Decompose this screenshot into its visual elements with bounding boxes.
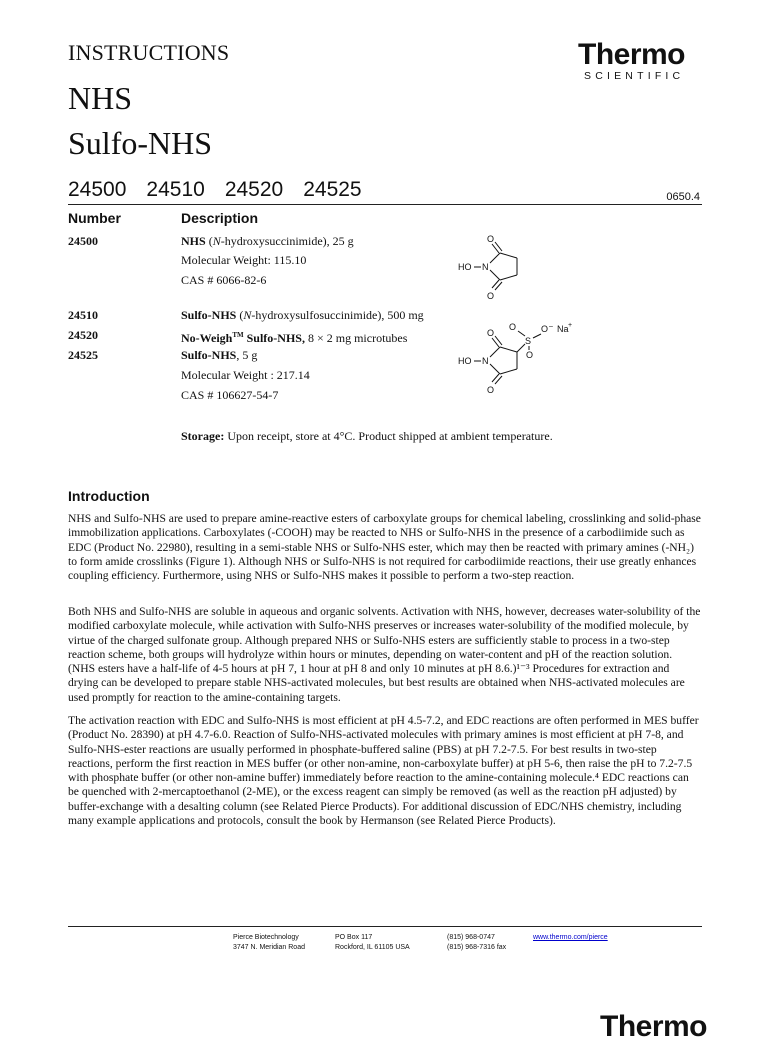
sulfo-nhs-structure-diagram	[455, 320, 575, 398]
footer-url-block	[533, 933, 608, 943]
version-number: 0650.4	[666, 191, 700, 203]
oxygen-label: O	[487, 328, 495, 338]
intro-paragraph-1: NHS and Sulfo-NHS are used to prepare amine-reactive esters of carboxylate groups for chemical labeling, crosslinking and solid-phase immobilization applications. Carboxylates (-COOH) may be reacted to NHS or Sulfo-NHS in the presence of a carbodiimide such as EDC (Product No. 22980), resulting in a semi-stable NHS or Sulfo-NHS ester, which may then be reacted with primary amines (-NH₂) to form amide crosslinks (Figure 1). Although NHS or Sulfo-NHS is not required for carbodiimide reactions, their use greatly enhances coupling efficiency. Furthermore, using NHS or Sulfo-NHS makes it possible to perform a two-step reaction.	[68, 512, 701, 583]
product-number-24525: 24525	[68, 348, 98, 362]
thermo-logo: Thermo	[578, 38, 686, 71]
sulfo-nhs-description: Sulfo-NHS (N-hydroxysulfosuccinimide), 500 mg	[181, 308, 424, 322]
oxygen-label: O	[509, 322, 517, 332]
oxygen-label: O	[487, 234, 495, 244]
product-number-24510: 24510	[68, 308, 98, 322]
oxygen-anion-label: O	[541, 324, 549, 334]
footer-logo-partial: Thermo	[600, 1010, 708, 1043]
product-number: 24500	[68, 178, 127, 201]
website-link[interactable]: www.thermo.com/pierce	[533, 934, 608, 941]
oxygen-label: O	[487, 291, 495, 301]
sulfo-nhs-cas-number: CAS # 106627-54-7	[181, 388, 279, 402]
product-number: 24520	[224, 178, 284, 201]
doc-type-label: INSTRUCTIONS	[68, 40, 230, 65]
page-title: NHS	[68, 80, 133, 116]
intro-paragraph-2: Both NHS and Sulfo-NHS are soluble in aqueous and organic solvents. Activation with NHS, however, decreases water-solubility of the modified carboxylate molecule, while activation with Sulfo-NHS preserves or increases water-solubility of the modified molecule, by virtue of the charged sulfonate group. Although prepared NHS or Sulfo-NHS esters are sufficiently stable to process in a two-step reaction scheme, both groups will hydrolyze within hours or minutes, depending on water-content and pH of the reaction solution. (NHS esters have a half-life of 4-5 hours at pH 7, 1 hour at pH 8 and only 10 minutes at pH 8.6.)¹⁻³ Procedures for extraction and drying can be developed to prepare stable NHS-activated molecules, but best results are obtained when NHS-activated molecules are used promptly for reaction to the amine-containing targets.	[68, 605, 701, 704]
product-numbers	[68, 178, 382, 202]
footer-pobox: PO Box 117	[335, 934, 373, 941]
oxygen-label: O	[487, 385, 495, 395]
plus-sign: +	[568, 322, 573, 329]
sulfo-nhs-5g-description: Sulfo-NHS, 5 g	[181, 348, 258, 362]
footer-street: 3747 N. Meridian Road	[233, 944, 305, 951]
header-divider	[68, 204, 702, 205]
page-subtitle: Sulfo-NHS	[68, 125, 213, 161]
oxygen-label: O	[526, 350, 534, 360]
column-header-description: Description	[181, 210, 259, 226]
nhs-molecular-weight: Molecular Weight: 115.10	[181, 253, 307, 267]
nhs-description: NHS (N-hydroxysuccinimide), 25 g	[181, 234, 354, 248]
nitrogen-label: N	[482, 356, 489, 366]
nhs-structure-diagram	[455, 230, 545, 302]
product-number-24520: 24520	[68, 328, 98, 342]
footer-company: Pierce Biotechnology	[233, 934, 299, 941]
product-number: 24525	[303, 178, 362, 201]
footer-mailing	[335, 933, 410, 953]
footer-phone: (815) 968-0747	[447, 934, 495, 941]
footer-city: Rockford, IL 61105 USA	[335, 944, 410, 951]
no-weigh-description: No-Weigh™ Sulfo-NHS, 8 × 2 mg microtubes	[181, 331, 408, 345]
footer-fax: (815) 968-7316 fax	[447, 944, 507, 951]
footer-phone-block	[447, 933, 506, 953]
sulfo-nhs-molecular-weight: Molecular Weight : 217.14	[181, 368, 310, 382]
product-number-24500: 24500	[68, 234, 98, 248]
sodium-label: Na	[557, 324, 569, 334]
footer-address	[233, 933, 305, 953]
introduction-heading: Introduction	[68, 488, 150, 504]
minus-sign: –	[549, 323, 553, 330]
hydroxyl-label: HO	[458, 262, 472, 272]
storage-note: Storage: Upon receipt, store at 4°C. Product shipped at ambient temperature.	[181, 429, 553, 443]
column-header-number: Number	[68, 210, 121, 226]
nitrogen-label: N	[482, 262, 489, 272]
intro-paragraph-3: The activation reaction with EDC and Sulfo-NHS is most efficient at pH 4.5-7.2, and EDC reactions are often performed in MES buffer (Product No. 28390) at pH 4.7-6.0. Reaction of Sulfo-NHS-activated molecules with primary amines is most efficient at pH 7-8, and Sulfo-NHS-ester reactions are usually performed in phosphate-buffered saline (PBS) at pH 7.2-7.5. For best results in two-step reactions, perform the first reaction in MES buffer (or other non-amine, non-carboxylate buffer) at pH 5-6, then raise the pH to 7.2-7.5 with phosphate buffer (or other non-amine buffer) immediately before reaction to the amine-containing molecule.⁴ EDC reactions can be quenched with 2-mercaptoethanol (2-ME), or the excess reagent can simply be removed (as well as the reaction pH adjusted) by buffer-exchange with a desalting column (see Related Pierce Products). For additional discussion of EDC/NHS chemistry, including many example applications and protocols, consult the book by Hermanson (see Related Pierce Products).	[68, 714, 699, 828]
sulfur-label: S	[525, 336, 532, 346]
footer-divider	[68, 926, 702, 927]
product-number: 24510	[146, 178, 205, 201]
scientific-logo-text: SCIENTIFIC	[584, 70, 685, 82]
nhs-cas-number: CAS # 6066-82-6	[181, 273, 267, 287]
hydroxyl-label: HO	[458, 356, 472, 366]
